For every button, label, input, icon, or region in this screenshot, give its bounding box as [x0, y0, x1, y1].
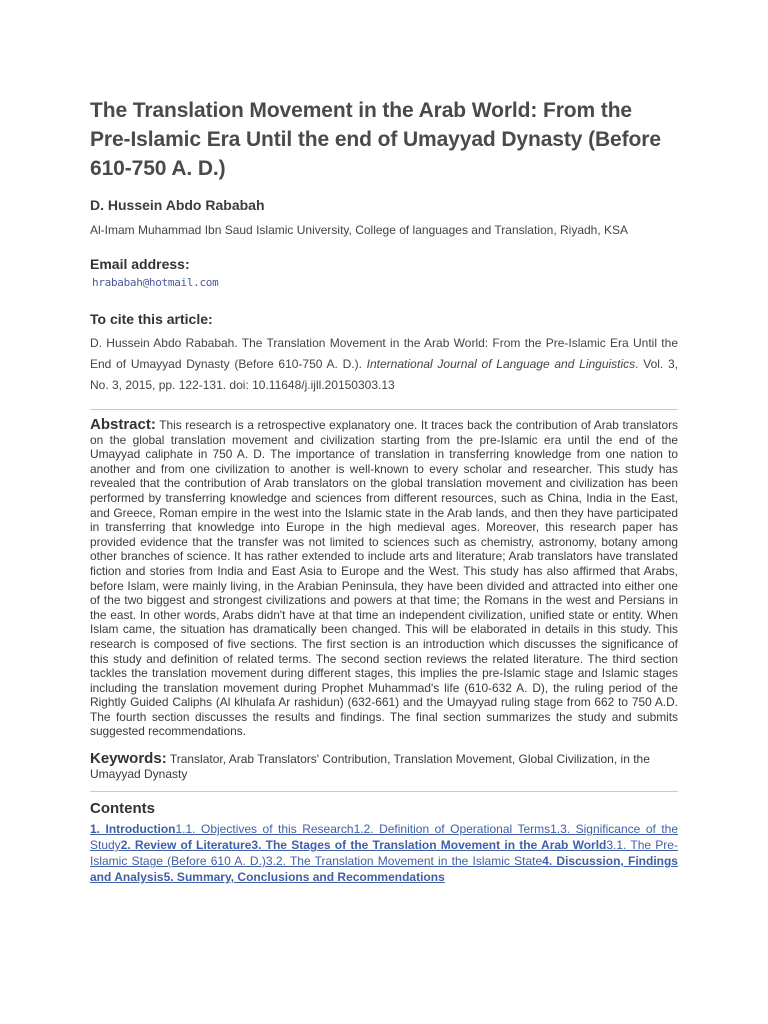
- author-affiliation: Al-Imam Muhammad Ibn Saud Islamic University, College of languages and Translation, Riyadh, KSA: [90, 223, 629, 237]
- toc-link-discussion[interactable]: 4. Discussion, Findings and Analysis: [90, 854, 678, 885]
- divider: [90, 409, 678, 410]
- abstract-text: This research is a retrospective explanatory one. It traces back the contribution of Arab translators on the global translation movement and civilization starting from the pre-Islamic era until the end of the Umayyad caliphate in 750 A. D. The importance of translation in transferring knowledge from one nation to another and from one civilization to another is well-known to every scholar and researcher. This study has revealed that the contribution of Arab translators on the global translation movement and civilization has been performed by transferring knowledge and sciences from different resources, such as China, India in the East, and Greece, Roman empire in the west into the Islamic state in the Arab lands, and then they have participated in transferring that knowledge into Europe in the high medieval ages. Moreover, this research paper has provided evidence that the transfer was not limited to sciences such as chemistry, astronomy, botany among other branches of science. It has rather extended to include arts and literature; Arab translators have translated fiction and stories from India and East Asia to Europe and the West. This study has also affirmed that Arabs, before Islam, were mainly living, in the Arabian Peninsula, they have been divided and attracted into either one of the two biggest and strongest civilizations and powers at that time; the Romans in the west and Persians in the east. In other words, Arabs didn't have at that time an independent civilization, unified state or entity. When Islam came, the situation has dramatically been changed. This will be elaborated in details in this study. This research is composed of five sections. The first section is an introduction which discusses the significance of this study and definition of related terms. The second section reviews the related literature. The third section tackles the translation movement during different stages, this implies the pre-Islamic stage and Islamic stages including the translation movement during Prophet Muhammad's life (610-632 A. D), the ruling period of the Rightly Guided Caliphs (Al klhulafa Ar rashidun) (632-661) and the Umayyad ruling stage from 662 to 750 A.D. The fourth section discusses the results and findings. The final section summarizes the study and submits suggested recommendations.: [90, 418, 678, 739]
- toc-link-review-literature[interactable]: 2. Review of Literature: [120, 838, 252, 853]
- toc-link-significance[interactable]: 1.3. Significance of the Study: [90, 822, 679, 853]
- toc-link-stages[interactable]: 3. The Stages of the Translation Movement in the Arab World: [251, 838, 607, 853]
- toc-link-pre-islamic[interactable]: 3.1. The Pre-Islamic Stage (Before 610 A. D.): [90, 838, 678, 869]
- email-heading: Email address:: [90, 256, 190, 272]
- toc-link-objectives[interactable]: 1.1. Objectives of this Research: [175, 822, 354, 837]
- citation-journal: International Journal of Language and Linguistics: [366, 357, 636, 371]
- toc-link-introduction[interactable]: 1. Introduction: [90, 822, 176, 837]
- abstract: [90, 418, 678, 739]
- abstract-label: Abstract:: [90, 416, 156, 433]
- keywords: [90, 751, 678, 782]
- author-email[interactable]: hrababah@hotmail.com: [92, 276, 219, 289]
- citation-suffix: . Vol. 3, No. 3, 2015, pp. 122-131. doi: 10.11648/j.ijll.20150303.13: [90, 357, 678, 392]
- article-page: [90, 96, 678, 885]
- toc-link-islamic-state[interactable]: 3.2. The Translation Movement in the Islamic State: [265, 854, 543, 869]
- table-of-contents: [90, 821, 678, 885]
- keywords-text: Translator, Arab Translators' Contribution, Translation Movement, Global Civilization, in the Umayyad Dynasty: [90, 752, 650, 782]
- citation-prefix: D. Hussein Abdo Rababah. The Translation Movement in the Arab World: From the Pre-Islamic Era Until the End of Umayyad Dynasty (Before 610-750 A. D.).: [90, 336, 678, 371]
- toc-link-definition[interactable]: 1.2. Definition of Operational Terms: [353, 822, 551, 837]
- divider: [90, 791, 678, 792]
- contents-heading: Contents: [90, 800, 155, 818]
- toc-link-summary[interactable]: 5. Summary, Conclusions and Recommendations: [163, 870, 445, 885]
- citation: [90, 333, 678, 396]
- cite-heading: To cite this article:: [90, 311, 213, 327]
- article-title: The Translation Movement in the Arab World: From the Pre-Islamic Era Until the end of Umayyad Dynasty (Before 610-750 A. D.): [90, 99, 661, 180]
- author-name: D. Hussein Abdo Rababah: [90, 197, 265, 213]
- keywords-label: Keywords:: [90, 750, 167, 768]
